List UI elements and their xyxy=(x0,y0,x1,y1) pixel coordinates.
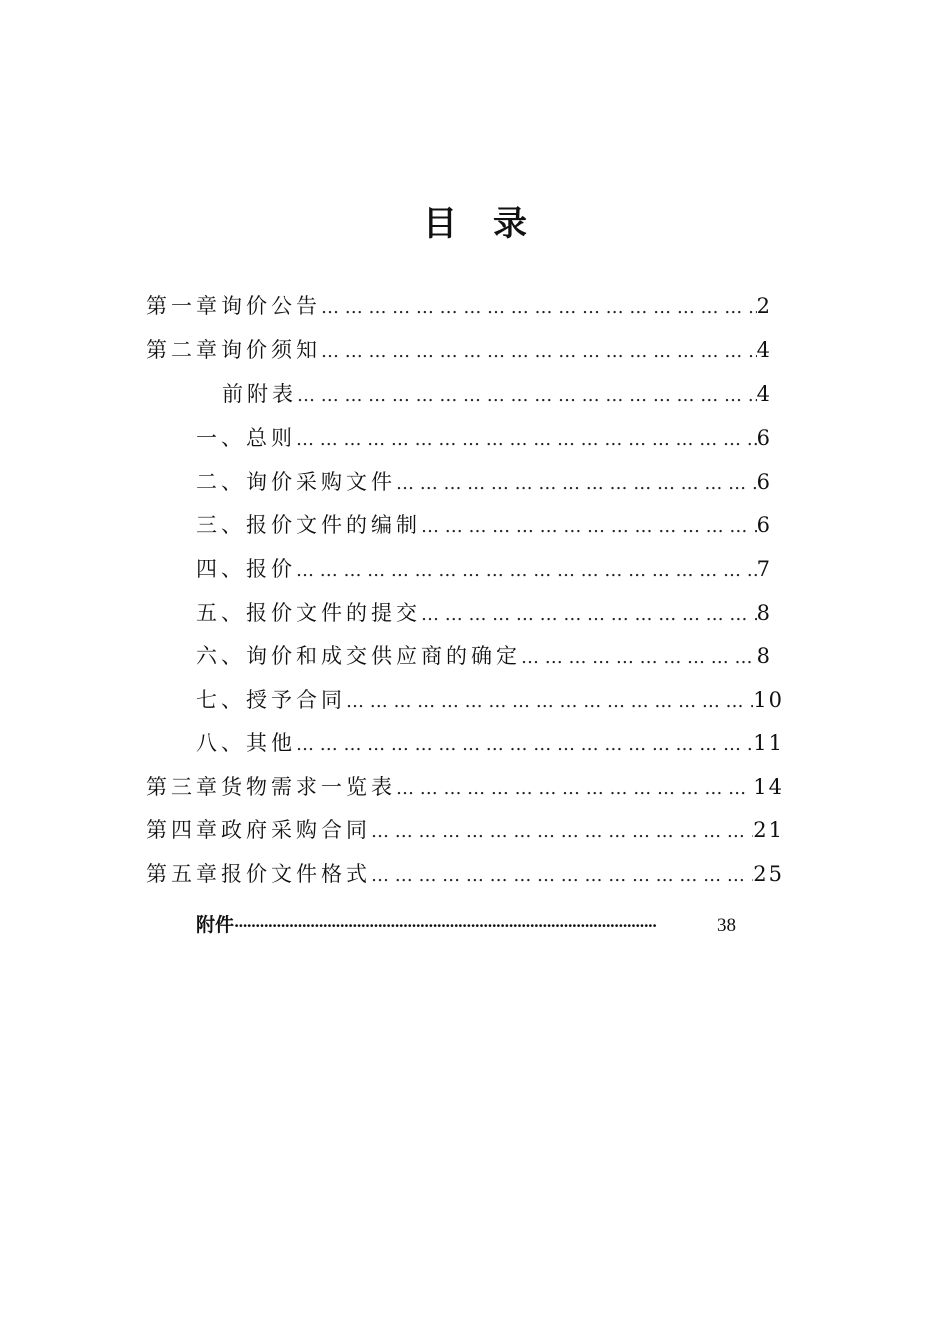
toc-entry[interactable] xyxy=(196,554,772,584)
toc-entry[interactable] xyxy=(146,335,772,365)
toc-page-number: 25 xyxy=(753,862,784,886)
toc-leader-dots xyxy=(521,643,757,673)
toc-entry-text: 四、报价 xyxy=(196,557,296,581)
toc-leader-dots xyxy=(296,730,753,760)
toc-appendix-text: 附件 xyxy=(196,914,235,936)
toc-page-number: 8 xyxy=(756,644,772,668)
toc-page-number: 4 xyxy=(756,338,772,362)
toc-leader-dots xyxy=(296,425,757,455)
toc-entry[interactable] xyxy=(196,467,772,497)
toc-entry[interactable] xyxy=(146,859,784,889)
toc-entry[interactable] xyxy=(146,291,772,321)
toc-entry-text: 八、其他 xyxy=(196,731,296,755)
toc-chapter-label: 第五章 xyxy=(146,862,221,886)
toc-entry-text: 询价公告 xyxy=(221,294,321,318)
toc-page-number: 4 xyxy=(756,382,772,406)
toc-page-number: 7 xyxy=(756,557,772,581)
toc-appendix-leader-dots xyxy=(234,912,717,940)
toc-entry-text: 六、询价和成交供应商的确定 xyxy=(196,644,521,668)
toc-entry[interactable] xyxy=(222,379,772,409)
toc-entry-text: 一、总则 xyxy=(196,426,296,450)
toc-leader-dots xyxy=(321,337,757,367)
toc-entry[interactable] xyxy=(146,772,784,802)
toc-entry[interactable] xyxy=(146,815,784,845)
toc-leader-dots xyxy=(296,556,757,586)
toc-title-char-1: 目 xyxy=(423,204,457,244)
toc-page-number: 6 xyxy=(756,470,772,494)
toc-leader-dots xyxy=(321,293,757,323)
toc-entry[interactable] xyxy=(196,728,784,758)
toc-page-number: 11 xyxy=(753,731,784,755)
toc-leader-dots xyxy=(346,687,753,717)
toc-entry-text: 七、授予合同 xyxy=(196,688,346,712)
toc-entry[interactable] xyxy=(196,685,784,715)
toc-page-number: 10 xyxy=(753,688,784,712)
toc-page-number: 2 xyxy=(756,294,772,318)
toc-entry[interactable] xyxy=(196,641,772,671)
toc-title-char-2: 录 xyxy=(493,204,527,244)
toc-entry-text: 二、询价采购文件 xyxy=(196,470,396,494)
toc-leader-dots xyxy=(371,861,753,891)
toc-entry-text: 前附表 xyxy=(222,382,297,406)
toc-page-number: 8 xyxy=(756,601,772,625)
toc-entry-text: 询价须知 xyxy=(221,338,321,362)
toc-page-number: 21 xyxy=(753,818,784,842)
toc-entry-text: 政府采购合同 xyxy=(221,818,371,842)
toc-title xyxy=(0,196,950,245)
toc-page-number: 6 xyxy=(756,513,772,537)
toc-entry-text: 货物需求一览表 xyxy=(221,775,396,799)
toc-chapter-label: 第三章 xyxy=(146,775,221,799)
toc-chapter-label: 第二章 xyxy=(146,338,221,362)
toc-appendix-entry[interactable] xyxy=(196,911,736,939)
toc-chapter-label: 第一章 xyxy=(146,294,221,318)
toc-entry[interactable] xyxy=(196,423,772,453)
toc-page-number: 6 xyxy=(756,426,772,450)
toc-entry[interactable] xyxy=(196,510,772,540)
toc-entry-text: 五、报价文件的提交 xyxy=(196,601,421,625)
toc-leader-dots xyxy=(396,774,753,804)
toc-leader-dots xyxy=(396,469,757,499)
toc-leader-dots xyxy=(297,381,757,411)
toc-entry[interactable] xyxy=(196,598,772,628)
toc-entry-text: 三、报价文件的编制 xyxy=(196,513,421,537)
toc-appendix-page-number: 38 xyxy=(717,915,736,936)
toc-chapter-label: 第四章 xyxy=(146,818,221,842)
toc-entry-text: 报价文件格式 xyxy=(221,862,371,886)
toc-page-number: 14 xyxy=(753,775,784,799)
toc-leader-dots xyxy=(371,817,753,847)
toc-leader-dots xyxy=(421,600,757,630)
toc-leader-dots xyxy=(421,512,757,542)
